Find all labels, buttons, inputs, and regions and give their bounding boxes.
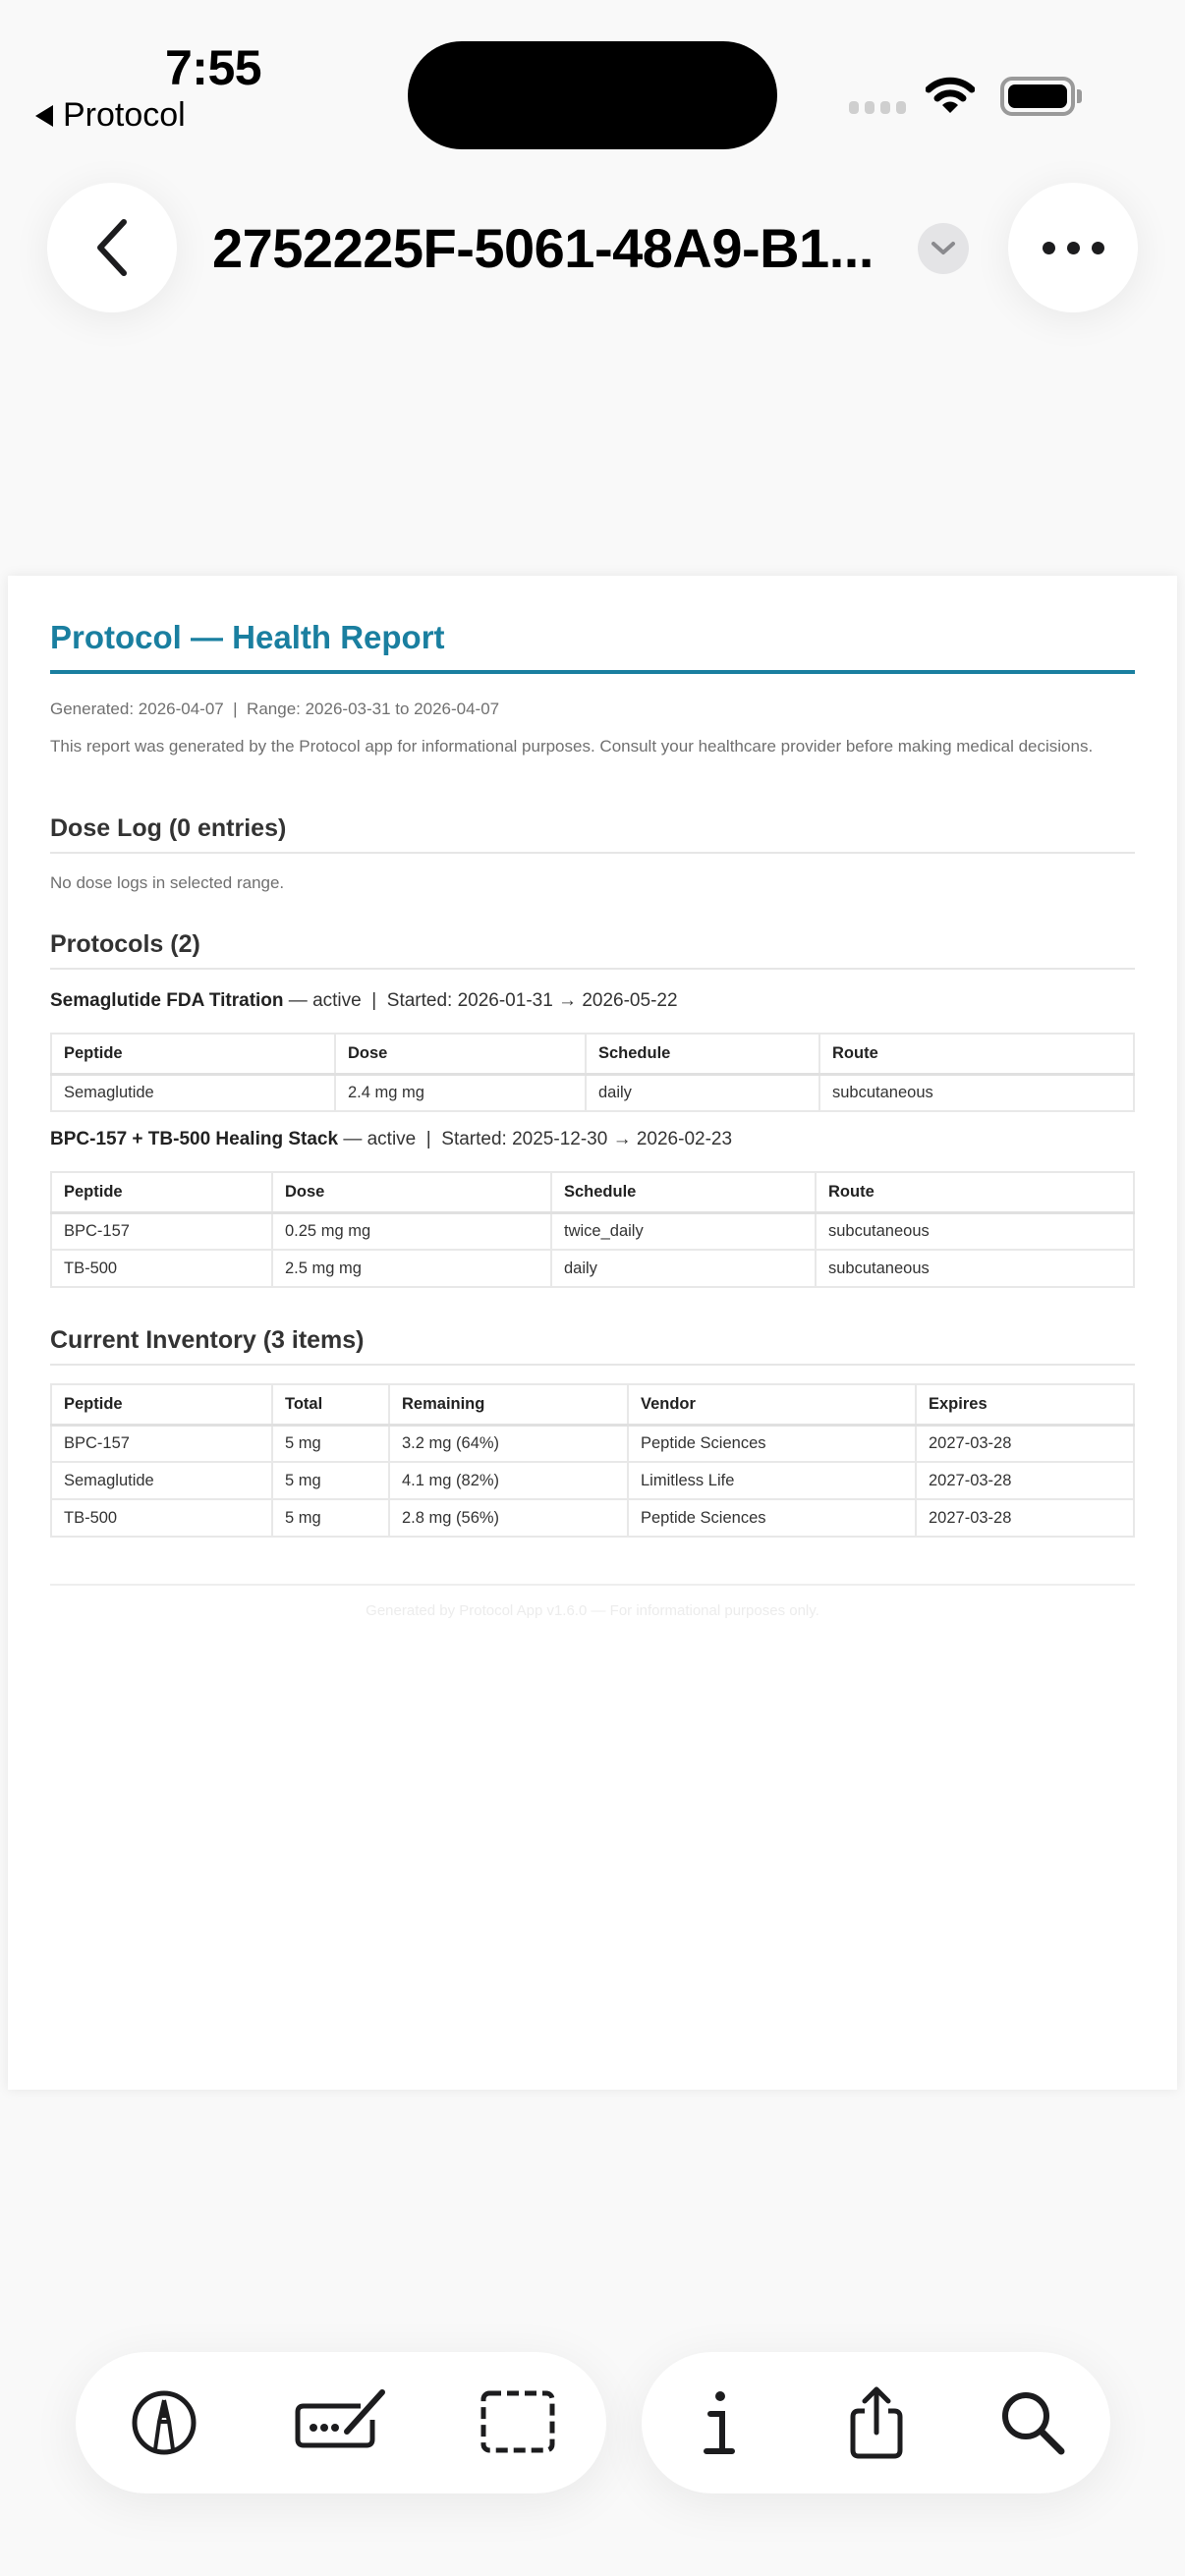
footer-note: Generated by Protocol App v1.6.0 — For informational purposes only. xyxy=(366,1602,819,1619)
table-row xyxy=(51,1499,1134,1537)
table-row xyxy=(51,1074,1134,1111)
footer-divider xyxy=(50,1584,1135,1586)
cell: twice_daily xyxy=(551,1212,816,1250)
cell: Semaglutide xyxy=(51,1074,335,1111)
markup-button[interactable] xyxy=(115,2374,213,2472)
cell: Semaglutide xyxy=(51,1462,272,1499)
battery-cap xyxy=(1077,89,1082,103)
column-header: Total xyxy=(272,1384,389,1425)
toolbar-right-group xyxy=(642,2352,1110,2493)
back-to-app-link[interactable] xyxy=(35,96,186,135)
select-region-button[interactable] xyxy=(469,2374,567,2472)
protocol-summary xyxy=(50,990,678,1012)
share-button[interactable] xyxy=(827,2374,926,2472)
table-header-row xyxy=(51,1384,1134,1425)
protocol-name: Semaglutide FDA Titration xyxy=(50,990,284,1011)
table-row xyxy=(51,1212,1134,1250)
dashed-rectangle-icon xyxy=(479,2388,557,2457)
column-header: Schedule xyxy=(586,1034,819,1074)
section-divider xyxy=(50,852,1135,854)
section-divider xyxy=(50,1364,1135,1366)
protocol-table xyxy=(50,1033,1135,1112)
wifi-icon xyxy=(926,76,975,120)
column-header: Route xyxy=(816,1172,1134,1212)
cell: TB-500 xyxy=(51,1250,272,1287)
inventory-heading: Current Inventory (3 items) xyxy=(50,1326,365,1354)
title-divider xyxy=(50,670,1135,674)
table-header-row xyxy=(51,1034,1134,1074)
share-icon xyxy=(847,2385,906,2460)
magnifier-icon xyxy=(998,2388,1067,2457)
chevron-down-icon xyxy=(931,241,956,256)
cell: 5 mg xyxy=(272,1425,389,1462)
cell: 5 mg xyxy=(272,1462,389,1499)
info-button[interactable] xyxy=(671,2374,769,2472)
signature-icon xyxy=(292,2388,390,2457)
table-header-row xyxy=(51,1172,1134,1212)
pdf-page[interactable] xyxy=(8,576,1177,2090)
cell: 2.5 mg mg xyxy=(272,1250,551,1287)
cell: subcutaneous xyxy=(819,1074,1134,1111)
protocol-table xyxy=(50,1171,1135,1288)
disclaimer: This report was generated by the Protocol app for informational purposes. Consult your healthcare provider before making medical decisions. xyxy=(50,737,1094,756)
cell: daily xyxy=(586,1074,819,1111)
generated-line: Generated: 2026-04-07 | Range: 2026-03-31 to 2026-04-07 xyxy=(50,700,500,718)
protocol-details: — active | Started: 2025-12-30 → 2026-02-23 xyxy=(338,1129,733,1149)
table-row xyxy=(51,1462,1134,1499)
pen-tip-circle-icon xyxy=(130,2388,198,2457)
column-header: Peptide xyxy=(51,1384,272,1425)
column-header: Peptide xyxy=(51,1034,335,1074)
back-triangle-icon xyxy=(35,105,53,127)
cell: Peptide Sciences xyxy=(628,1425,916,1462)
column-header: Expires xyxy=(916,1384,1134,1425)
table-row xyxy=(51,1250,1134,1287)
status-time: 7:55 xyxy=(165,40,262,95)
cell: 2.4 mg mg xyxy=(335,1074,586,1111)
protocol-details: — active | Started: 2026-01-31 → 2026-05-22 xyxy=(283,990,678,1011)
cell: Limitless Life xyxy=(628,1462,916,1499)
toolbar-left-group xyxy=(76,2352,606,2493)
cell: 0.25 mg mg xyxy=(272,1212,551,1250)
signature-button[interactable] xyxy=(292,2374,390,2472)
ellipsis-icon xyxy=(1043,242,1104,254)
column-header: Vendor xyxy=(628,1384,916,1425)
dose-log-heading: Dose Log (0 entries) xyxy=(50,814,287,842)
cell: subcutaneous xyxy=(816,1250,1134,1287)
more-button[interactable] xyxy=(1008,183,1138,312)
document-title[interactable]: 2752225F-5061-48A9-B1... xyxy=(212,217,874,279)
column-header: Route xyxy=(819,1034,1134,1074)
cell: daily xyxy=(551,1250,816,1287)
protocols-heading: Protocols (2) xyxy=(50,930,200,958)
column-header: Dose xyxy=(335,1034,586,1074)
column-header: Dose xyxy=(272,1172,551,1212)
cell: TB-500 xyxy=(51,1499,272,1537)
cell: subcutaneous xyxy=(816,1212,1134,1250)
cell: 2027-03-28 xyxy=(916,1499,1134,1537)
protocol-name: BPC-157 + TB-500 Healing Stack xyxy=(50,1129,339,1149)
column-header: Peptide xyxy=(51,1172,272,1212)
cellular-signal-icon xyxy=(849,101,906,114)
cell: BPC-157 xyxy=(51,1425,272,1462)
chevron-left-icon xyxy=(92,216,132,279)
cell: 2027-03-28 xyxy=(916,1425,1134,1462)
column-header: Schedule xyxy=(551,1172,816,1212)
cell: 4.1 mg (82%) xyxy=(389,1462,628,1499)
search-button[interactable] xyxy=(984,2374,1082,2472)
title-menu-button[interactable] xyxy=(918,223,969,274)
cell: 3.2 mg (64%) xyxy=(389,1425,628,1462)
report-title: Protocol — Health Report xyxy=(50,619,445,655)
cell: 2027-03-28 xyxy=(916,1462,1134,1499)
back-to-app-label: Protocol xyxy=(63,96,186,134)
table-row xyxy=(51,1425,1134,1462)
column-header: Remaining xyxy=(389,1384,628,1425)
protocol-summary xyxy=(50,1129,732,1150)
cell: 5 mg xyxy=(272,1499,389,1537)
back-button[interactable] xyxy=(47,183,177,312)
section-divider xyxy=(50,968,1135,970)
battery-icon xyxy=(1000,77,1075,116)
dynamic-island xyxy=(408,41,777,149)
inventory-table xyxy=(50,1383,1135,1538)
dose-log-empty: No dose logs in selected range. xyxy=(50,873,285,892)
cell: 2.8 mg (56%) xyxy=(389,1499,628,1537)
info-icon xyxy=(701,2388,740,2457)
cell: Peptide Sciences xyxy=(628,1499,916,1537)
cell: BPC-157 xyxy=(51,1212,272,1250)
